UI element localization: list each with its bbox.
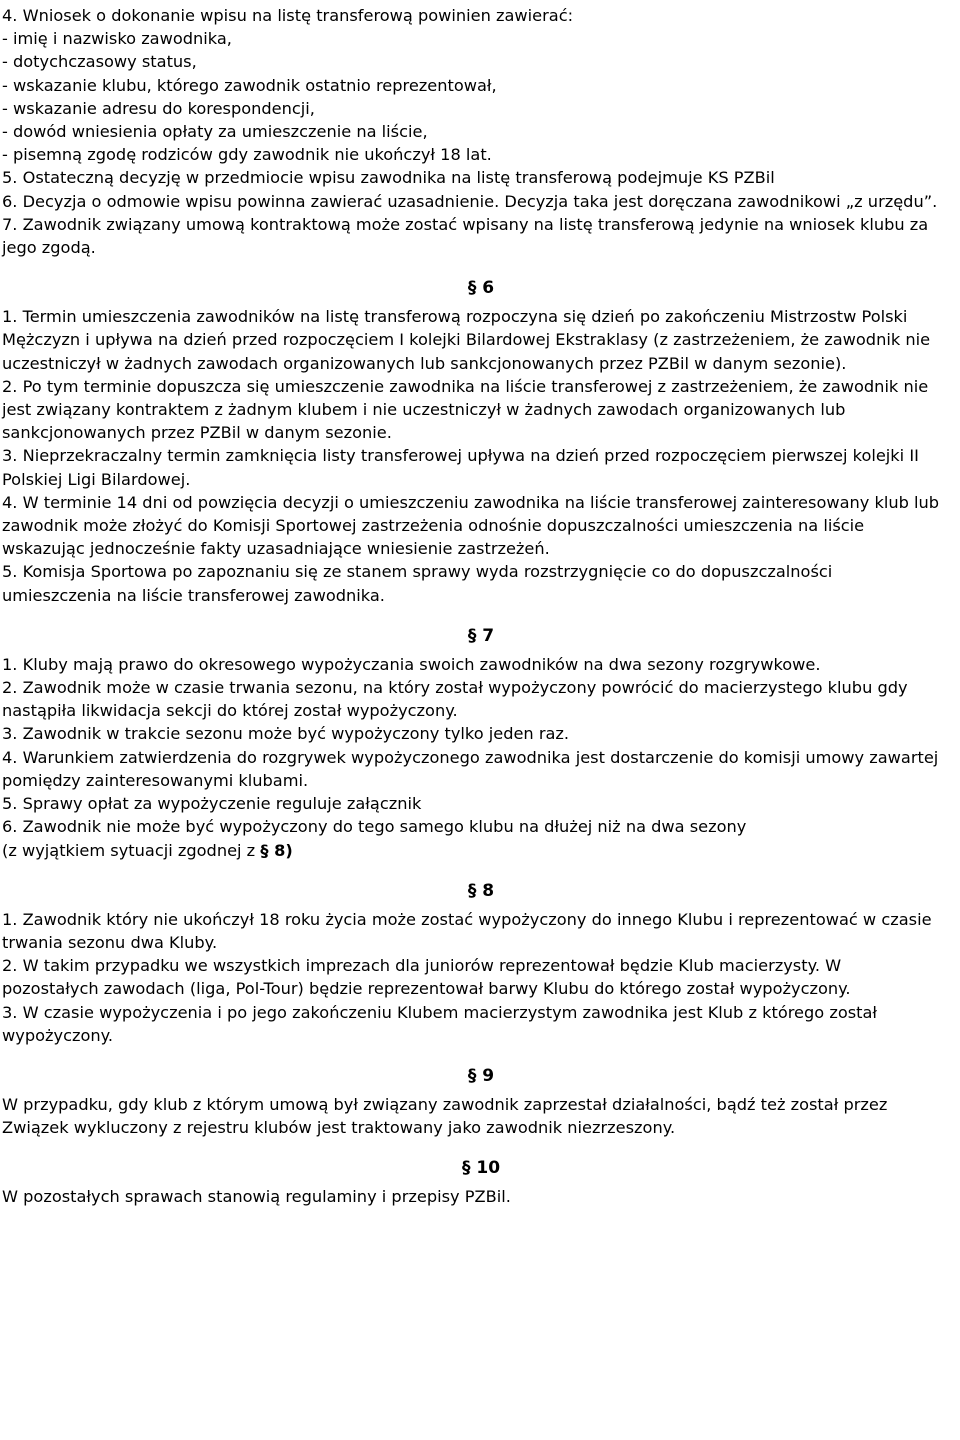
paragraph-item: 2. W takim przypadku we wszystkich imprezach dla juniorów reprezentował będzie Klub macierzysty. W pozostałych zawodach (liga, Pol-Tour) będzie reprezentował barwy Klubu do którego został wypożyczony. <box>2 956 851 999</box>
section-7-body <box>2 653 942 862</box>
paragraph-item: 2. Zawodnik może w czasie trwania sezonu, na który został wypożyczony powrócić do macierzystego klubu gdy nastąpiła likwidacja sekcji do której został wypożyczony. <box>2 678 913 721</box>
paragraph-item: 3. Nieprzekraczalny termin zamknięcia listy transferowej upływa na dzień przed rozpoczęciem pierwszej kolejki II Polskiej Ligi Bilardowej. <box>2 446 925 489</box>
paragraph-item: 1. Termin umieszczenia zawodników na listę transferową rozpoczyna się dzień po zakończeniu Mistrzostw Polski Mężczyzn i upływa na dzień przed rozpoczęciem I kolejki Bilardowej Ekstraklasy (z zastrzeżeniem, że zawodnik nie uczestniczył w żadnych zawodach organizowanych lub sankcjonowanych przez PZBil w danym sezonie). <box>2 307 936 373</box>
paragraph-item: 3. Zawodnik w trakcie sezonu może być wypożyczony tylko jeden raz. <box>2 724 570 744</box>
paragraph-item: W pozostałych sprawach stanowią regulaminy i przepisy PZBil. <box>2 1187 511 1207</box>
section-symbol: § <box>467 1065 477 1086</box>
list-item: - imię i nazwisko zawodnika, <box>2 29 232 49</box>
paragraph-item: 1. Zawodnik który nie ukończył 18 roku życia może zostać wypożyczony do innego Klubu i reprezentować w czasie trwania sezonu dwa Kluby. <box>2 909 937 952</box>
paragraph-item: 4. Wniosek o dokonanie wpisu na listę transferową powinien zawierać: <box>2 6 574 25</box>
continuation-text: (z wyjątkiem sytuacji zgodnej z <box>2 840 256 860</box>
list-item: - pisemną zgodę rodziców gdy zawodnik nie ukończył 18 lat. <box>2 145 492 165</box>
section-number: 8 <box>482 880 495 901</box>
paragraph-item: 2. Po tym terminie dopuszcza się umieszczenie zawodnika na liście transferowej z zastrzeżeniem, że zawodnik nie jest związany kontraktem z żadnym klubem i nie uczestniczył w żadnych zawodach organizowanych lub sankcjonowanych przez PZBil w danym sezonie. <box>2 376 934 443</box>
section-number: 9 <box>482 1065 495 1086</box>
section-number: 10 <box>476 1158 501 1179</box>
section-8-heading <box>2 874 942 908</box>
paragraph-item: 6. Zawodnik nie może być wypożyczony do tego samego klubu na dłużej niż na dwa sezony <box>2 817 747 837</box>
paragraph-item: 4. W terminie 14 dni od powzięcia decyzji o umieszczeniu zawodnika na liście transferowej zainteresowany klub lub zawodnik może złożyć do Komisji Sportowej zastrzeżenia odnośnie dopuszczalności umieszczenia na liście wskazując jednocześnie fakty uzasadniające wniesienie zastrzeżeń. <box>2 492 945 559</box>
paragraph-item: W przypadku, gdy klub z którym umową był związany zawodnik zaprzestał działalności, bądź też został przez Związek wykluczony z rejestru klubów jest traktowany jako zawodnik niezrzeszony. <box>2 1094 893 1138</box>
paragraph-item: 7. Zawodnik związany umową kontraktową może zostać wpisany na listę transferową jedynie na wniosek klubu za jego zgodą. <box>2 214 934 258</box>
paragraph-item: 4. Warunkiem zatwierdzenia do rozgrywek wypożyczonego zawodnika jest dostarczenie do komisji umowy zawartej pomiędzy zainteresowanymi klubami. <box>2 747 944 790</box>
section-10-heading <box>2 1151 942 1185</box>
section-10-body <box>2 1185 942 1208</box>
list-item: - wskazanie adresu do korespondencji, <box>2 98 315 118</box>
section-reference: § 8) <box>260 840 293 860</box>
section-symbol: § <box>467 880 477 901</box>
paragraph-item: 3. W czasie wypożyczenia i po jego zakończeniu Klubem macierzystym zawodnika jest Klub z którego został wypożyczony. <box>2 1002 883 1045</box>
section-7-heading <box>2 619 942 653</box>
section-9-body <box>2 1093 942 1139</box>
section-number: 7 <box>482 625 495 646</box>
section-6-heading <box>2 271 942 305</box>
list-item: - dotychczasowy status, <box>2 52 197 72</box>
section-8-body <box>2 908 942 1047</box>
list-item: - wskazanie klubu, którego zawodnik ostatnio reprezentował, <box>2 75 497 95</box>
section-9-heading <box>2 1059 942 1093</box>
section-5-continuation <box>2 4 942 259</box>
section-symbol: § <box>467 278 477 299</box>
paragraph-item: 5. Sprawy opłat za wypożyczenie reguluje załącznik <box>2 794 422 814</box>
list-item: - dowód wniesienia opłaty za umieszczenie na liście, <box>2 122 428 142</box>
section-symbol: § <box>461 1158 471 1179</box>
paragraph-item-continuation <box>2 839 942 862</box>
paragraph-item: 1. Kluby mają prawo do okresowego wypożyczania swoich zawodników na dwa sezony rozgrywkowe. <box>2 654 821 674</box>
paragraph-item: 5. Ostateczną decyzję w przedmiocie wpisu zawodnika na listę transferową podejmuje KS PZBil <box>2 168 775 188</box>
section-number: 6 <box>482 278 495 299</box>
section-symbol: § <box>467 625 477 646</box>
paragraph-item: 5. Komisja Sportowa po zapoznaniu się ze stanem sprawy wyda rozstrzygnięcie co do dopuszczalności umieszczenia na liście transferowej zawodnika. <box>2 562 838 605</box>
section-6-body <box>2 305 945 607</box>
paragraph-item: 6. Decyzja o odmowie wpisu powinna zawierać uzasadnienie. Decyzja taka jest doręczana zawodnikowi „z urzędu”. <box>2 191 938 211</box>
